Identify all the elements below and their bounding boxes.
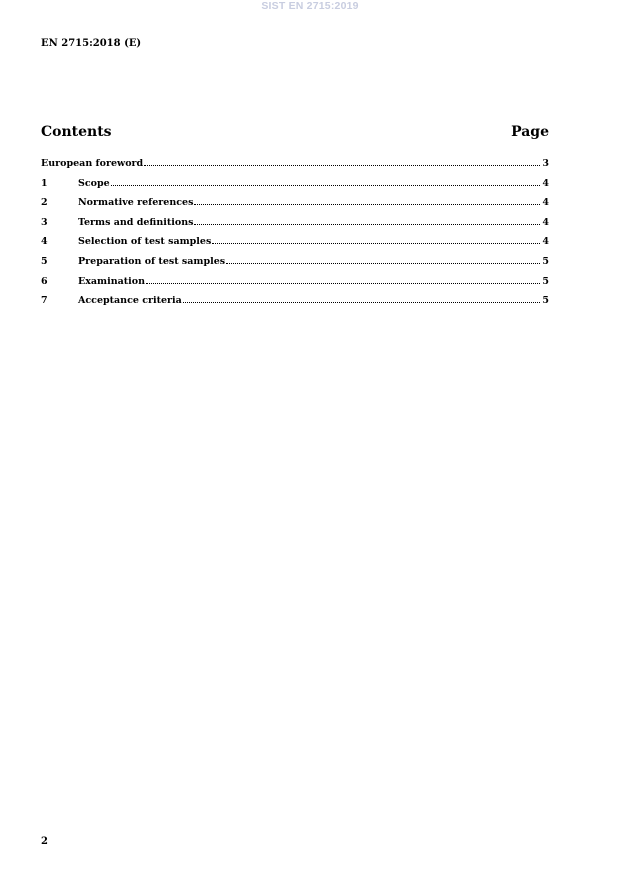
page-number: 2 bbox=[41, 836, 48, 847]
toc-leader-dots bbox=[194, 216, 540, 225]
toc-entry-preparation-of-test-samples[interactable] bbox=[41, 255, 549, 275]
toc-entry-number: 7 bbox=[41, 295, 48, 307]
toc-entry-title: Preparation of test samples bbox=[78, 255, 226, 267]
toc-entry-selection-of-test-samples[interactable] bbox=[41, 235, 549, 255]
toc-entry-page: 5 bbox=[542, 295, 549, 307]
toc-entry-page: 4 bbox=[542, 236, 549, 248]
toc-entry-scope[interactable] bbox=[41, 177, 549, 197]
toc-leader-dots bbox=[183, 294, 541, 303]
toc-entry-number: 5 bbox=[41, 255, 48, 267]
toc-entry-number: 3 bbox=[41, 216, 48, 228]
toc-entry-page: 5 bbox=[542, 255, 549, 267]
toc-entry-page: 3 bbox=[542, 158, 549, 169]
toc-entry-number: 2 bbox=[41, 197, 48, 209]
toc-leader-dots bbox=[144, 157, 540, 166]
toc-entry-page: 5 bbox=[542, 275, 549, 287]
toc-leader-dots bbox=[226, 255, 540, 264]
toc-leader-dots bbox=[111, 177, 541, 186]
toc-entry-terms-and-definitions[interactable] bbox=[41, 216, 549, 236]
toc-entry-title: Normative references bbox=[78, 197, 194, 209]
toc-entry-title: Scope bbox=[78, 177, 110, 189]
table-of-contents bbox=[41, 157, 549, 314]
toc-entry-foreword[interactable] bbox=[41, 157, 549, 177]
toc-entry-page: 4 bbox=[542, 216, 549, 228]
toc-entry-acceptance-criteria[interactable] bbox=[41, 294, 549, 314]
toc-entry-page: 4 bbox=[542, 197, 549, 209]
document-id: EN 2715:2018 (E) bbox=[41, 38, 142, 49]
contents-header bbox=[41, 123, 549, 141]
toc-entry-title: Selection of test samples bbox=[78, 236, 212, 248]
watermark: SIST EN 2715:2019 bbox=[261, 0, 359, 12]
toc-entry-normative-references[interactable] bbox=[41, 196, 549, 216]
toc-entry-number: 6 bbox=[41, 275, 48, 287]
contents-title: Contents bbox=[41, 124, 112, 140]
toc-entry-page: 4 bbox=[542, 177, 549, 189]
toc-entry-title: Examination bbox=[78, 275, 146, 287]
toc-leader-dots bbox=[212, 235, 540, 244]
toc-entry-title: European foreword bbox=[41, 158, 144, 169]
toc-leader-dots bbox=[194, 196, 540, 205]
toc-leader-dots bbox=[146, 275, 540, 284]
page-column-label: Page bbox=[511, 124, 549, 140]
toc-entry-examination[interactable] bbox=[41, 275, 549, 295]
toc-entry-number: 4 bbox=[41, 236, 48, 248]
toc-entry-title: Terms and definitions bbox=[78, 216, 194, 228]
toc-entry-number: 1 bbox=[41, 177, 48, 189]
toc-entry-title: Acceptance criteria bbox=[78, 295, 182, 307]
